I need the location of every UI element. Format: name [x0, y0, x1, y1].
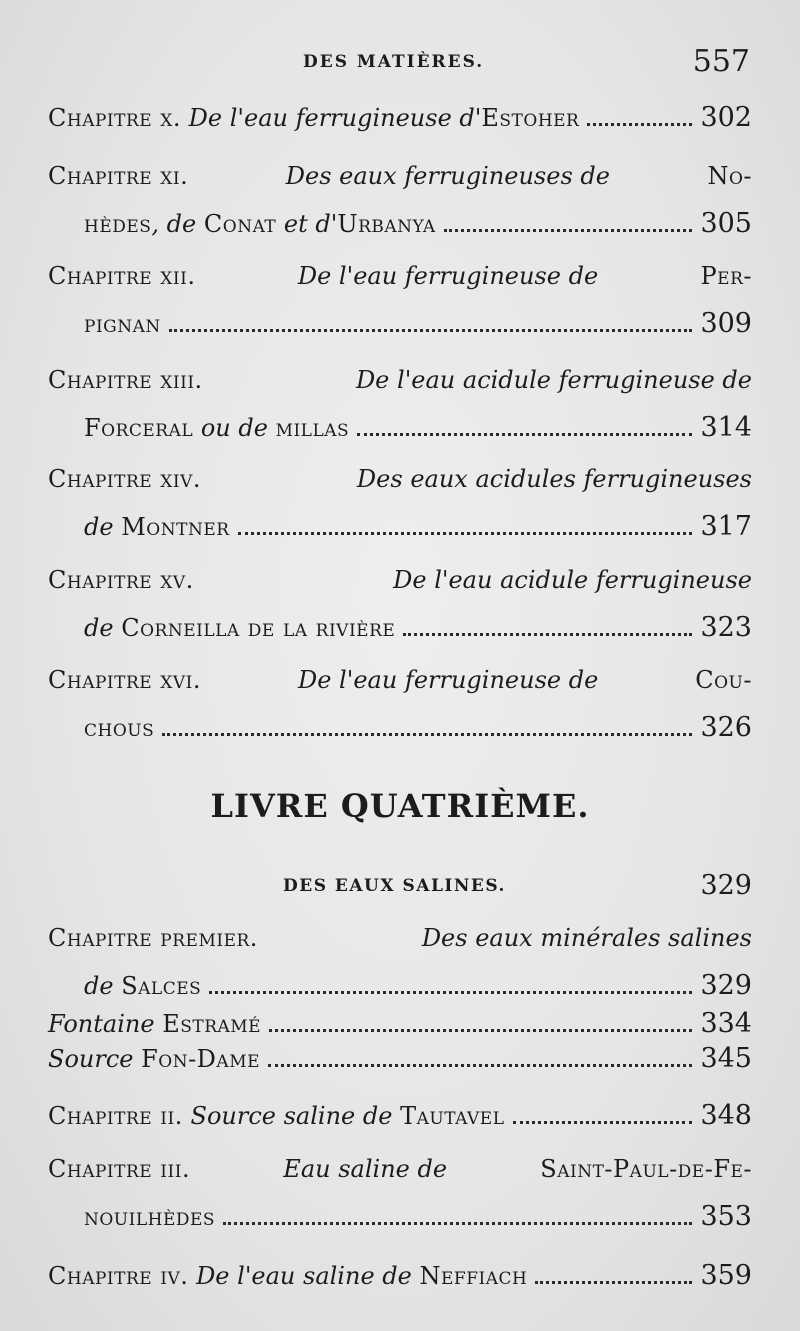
place-name: Cou- — [695, 666, 752, 694]
place-name: Tautavel — [400, 1102, 505, 1130]
place-name: Salces — [121, 972, 202, 1000]
chapter-label: Chapitre xii. — [48, 262, 196, 290]
chapter-title: et d' — [283, 210, 338, 238]
entry-page-number: 345 — [700, 1043, 752, 1074]
running-head: DES MATIÈRES. — [303, 52, 485, 72]
chapter-title: De l'eau ferrugineuse d' — [188, 104, 482, 132]
place-name: No- — [707, 162, 752, 190]
toc-entry-chapitre-iii — [48, 1145, 752, 1241]
chapter-label: Chapitre xiii. — [48, 366, 203, 394]
chapter-title: Des eaux minérales salines — [421, 924, 752, 952]
entry-page-number: 353 — [700, 1201, 752, 1232]
chapter-title: De l'eau saline de — [196, 1262, 412, 1290]
subsection-page-number: 329 — [700, 870, 752, 901]
chapter-label: Chapitre iv. — [48, 1262, 189, 1290]
place-name: Estramé — [162, 1010, 262, 1038]
chapter-title: Des eaux ferrugineuses de — [285, 162, 610, 190]
chapter-title: de — [84, 614, 114, 642]
toc-entry-chapitre-ii — [48, 1092, 752, 1140]
chapter-title: , de — [151, 210, 197, 238]
chapter-label: Chapitre xvi. — [48, 666, 202, 694]
dot-leader — [357, 433, 692, 436]
chapter-title: de — [84, 513, 114, 541]
entry-page-number: 309 — [700, 308, 752, 339]
chapter-title: Eau saline de — [283, 1155, 448, 1183]
toc-entry-chapitre-xiii — [48, 356, 752, 452]
toc-entry-source — [48, 1035, 752, 1083]
chapter-label: Chapitre premier. — [48, 924, 258, 952]
chapter-label: Chapitre xiv. — [48, 465, 202, 493]
chapter-label: Chapitre iii. — [48, 1155, 191, 1183]
chapter-label: Chapitre x. — [48, 104, 182, 132]
entry-page-number: 359 — [700, 1260, 752, 1291]
place-name: millas — [275, 414, 350, 442]
entry-title: Fontaine — [48, 1010, 155, 1038]
entry-page-number: 326 — [700, 712, 752, 743]
chapter-title: ou de — [200, 414, 268, 442]
dot-leader — [444, 229, 693, 232]
place-name: Corneilla de la rivière — [121, 614, 396, 642]
chapter-title: Des eaux acidules ferrugineuses — [356, 465, 752, 493]
place-name: Urbanya — [337, 210, 436, 238]
toc-entry-chapitre-xv — [48, 556, 752, 652]
dot-leader — [535, 1281, 692, 1284]
toc-entry-chapitre-xii — [48, 252, 752, 348]
entry-page-number: 348 — [700, 1100, 752, 1131]
place-name: Neffiach — [419, 1262, 528, 1290]
dot-leader — [269, 1029, 692, 1032]
entry-title: Source — [48, 1045, 134, 1073]
toc-entry-chapitre-premier — [48, 914, 752, 1010]
toc-entry-chapitre-x — [48, 94, 752, 142]
place-name: Per- — [700, 262, 752, 290]
place-name: hèdes — [84, 210, 152, 238]
page-header — [0, 44, 800, 84]
entry-page-number: 334 — [700, 1008, 752, 1039]
place-name: Fon-Dame — [141, 1045, 261, 1073]
chapter-title: De l'eau ferrugineuse de — [297, 262, 599, 290]
dot-leader — [587, 123, 692, 126]
chapter-title: Source saline de — [190, 1102, 393, 1130]
toc-entry-chapitre-iv — [48, 1252, 752, 1300]
chapter-title: de — [84, 972, 114, 1000]
toc-entry-chapitre-xiv — [48, 455, 752, 551]
chapter-label: Chapitre xi. — [48, 162, 189, 190]
entry-page-number: 305 — [700, 208, 752, 239]
chapter-label: Chapitre xv. — [48, 566, 194, 594]
toc-entry-chapitre-xi — [48, 152, 752, 248]
book-subsection — [48, 866, 752, 914]
dot-leader — [513, 1121, 693, 1124]
dot-leader — [238, 532, 693, 535]
toc-entry-chapitre-xvi — [48, 656, 752, 752]
place-name: Conat — [203, 210, 277, 238]
dot-leader — [209, 991, 692, 994]
entry-page-number: 314 — [700, 412, 752, 443]
entry-page-number: 329 — [700, 970, 752, 1001]
chapter-title: De l'eau acidule ferrugineuse — [393, 566, 752, 594]
book-title: LIVRE QUATRIÈME. — [210, 787, 590, 825]
dot-leader — [268, 1064, 692, 1067]
subsection-title: DES EAUX SALINES. — [283, 876, 506, 896]
page-number: 557 — [692, 44, 750, 79]
place-name: Estoher — [481, 104, 580, 132]
place-name: Montner — [121, 513, 230, 541]
place-name: pignan — [84, 310, 161, 338]
place-name: chous — [84, 714, 155, 742]
place-name: Saint-Paul-de-Fe- — [540, 1155, 752, 1183]
dot-leader — [403, 633, 692, 636]
entry-page-number: 302 — [700, 102, 752, 133]
dot-leader — [169, 329, 693, 332]
chapter-label: Chapitre ii. — [48, 1102, 183, 1130]
chapter-title: De l'eau ferrugineuse de — [297, 666, 599, 694]
entry-page-number: 317 — [700, 511, 752, 542]
place-name: Forceral — [84, 414, 194, 442]
entry-page-number: 323 — [700, 612, 752, 643]
place-name: nouilhèdes — [84, 1203, 216, 1231]
dot-leader — [223, 1222, 692, 1225]
chapter-title: De l'eau acidule ferrugineuse de — [355, 366, 752, 394]
dot-leader — [162, 733, 692, 736]
